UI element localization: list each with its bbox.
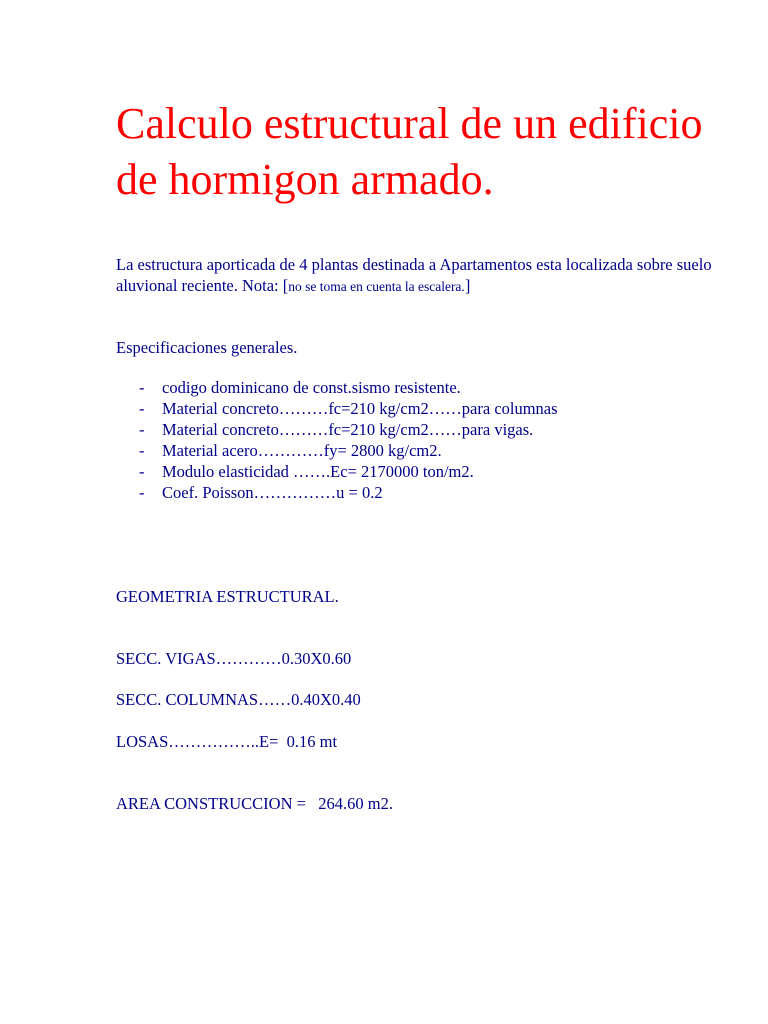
document-title: Calculo estructural de un edificio de hormigon armado. — [116, 99, 703, 204]
column-section-line: SECC. COLUMNAS……0.40X0.40 — [116, 690, 361, 709]
list-bullet: - — [139, 399, 145, 418]
list-bullet: - — [139, 441, 145, 460]
list-item-text: Coef. Poisson……………u = 0.2 — [162, 483, 383, 502]
list-bullet: - — [139, 483, 145, 502]
list-item-text: codigo dominicano de const.sismo resistente. — [162, 378, 461, 397]
intro-note: no se toma en cuenta la escalera. — [288, 279, 465, 294]
list-item — [116, 461, 558, 482]
list-bullet: - — [139, 462, 145, 481]
list-bullet: - — [139, 378, 145, 397]
construction-area-line: AREA CONSTRUCCION = 264.60 m2. — [116, 794, 393, 813]
intro-text: La estructura aporticada de 4 plantas destinada a Apartamentos esta localizada sobre suelo aluvional reciente. Nota: [ — [116, 255, 712, 295]
list-item — [116, 398, 558, 419]
list-item — [116, 377, 558, 398]
list-item-text: Material acero…………fy= 2800 kg/cm2. — [162, 441, 442, 460]
list-item-text: Material concreto………fc=210 kg/cm2……para vigas. — [162, 420, 534, 439]
list-bullet: - — [139, 420, 145, 439]
spec-list — [116, 377, 558, 503]
specs-heading: Especificaciones generales. — [116, 338, 298, 357]
beam-section-line: SECC. VIGAS…………0.30X0.60 — [116, 649, 352, 668]
list-item-text: Modulo elasticidad …….Ec= 2170000 ton/m2. — [162, 462, 474, 481]
intro-paragraph — [116, 254, 716, 297]
list-item-text: Material concreto………fc=210 kg/cm2……para columnas — [162, 399, 558, 418]
geometry-heading: GEOMETRIA ESTRUCTURAL. — [116, 587, 339, 606]
slab-line: LOSAS……………..E= 0.16 mt — [116, 732, 338, 751]
list-item — [116, 482, 558, 503]
intro-note-close: ] — [464, 276, 471, 295]
list-item — [116, 419, 558, 440]
list-item — [116, 440, 558, 461]
